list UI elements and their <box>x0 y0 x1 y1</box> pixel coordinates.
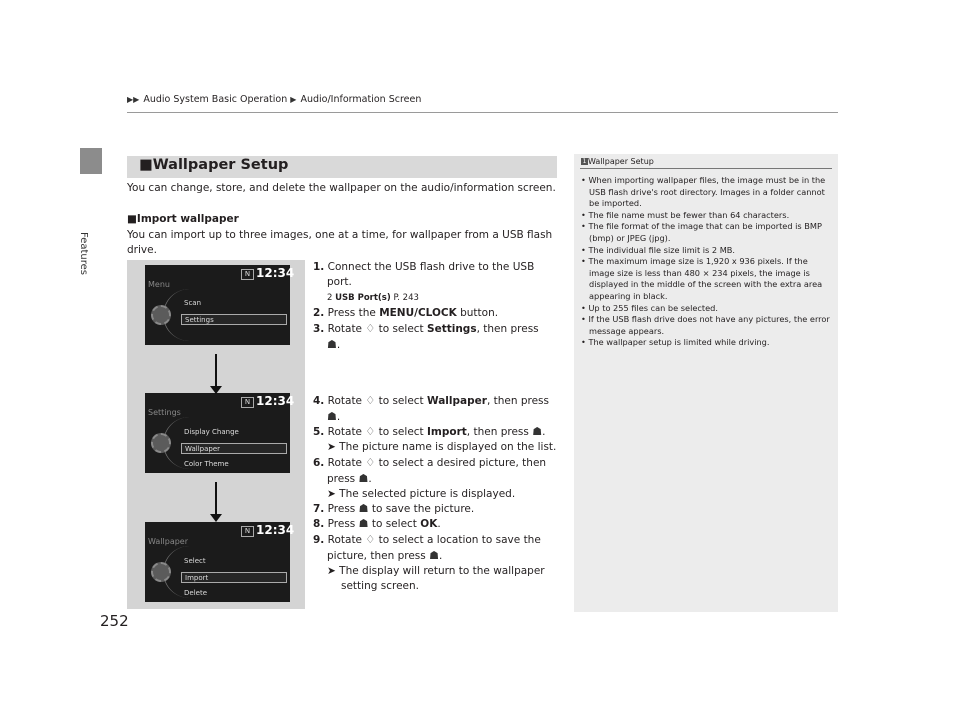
section-title-text: Wallpaper Setup <box>152 157 289 173</box>
dial-icon <box>151 433 171 453</box>
screen-wallpaper <box>145 522 295 602</box>
dial-icon <box>151 562 171 582</box>
step-7: 7. Press ☗ to save the picture. <box>313 502 475 515</box>
selector-knob-press-icon: ☗ <box>358 502 369 515</box>
flow-arrow-line <box>215 482 217 514</box>
subsection-title: ■Import wallpaper <box>127 213 239 225</box>
step-5: 5. Rotate ♢ to select Import, then press ☗. ➤ The picture name is displayed on the list. <box>313 425 557 453</box>
selector-knob-press-icon: ☗ <box>429 549 439 562</box>
step-3: 3. Rotate ♢ to select Settings, then press ☗. <box>313 322 539 351</box>
gear-badge: N <box>241 526 254 537</box>
dial-icon <box>151 305 171 325</box>
screen-header: Menu <box>148 280 170 289</box>
selector-knob-rotate-icon: ♢ <box>365 425 376 438</box>
step-1: 1. Connect the USB flash drive to the USB port. 2 USB Port(s) P. 243 <box>313 261 535 303</box>
down-arrow-icon <box>210 386 222 394</box>
breadcrumb <box>127 94 421 105</box>
step-6: 6. Rotate ♢ to select a desired picture, then press ☗. ➤ The selected picture is displayed. <box>313 456 547 500</box>
clock: 12:34 <box>256 523 295 537</box>
cross-reference[interactable]: 2 USB Port(s) P. 243 <box>327 293 419 303</box>
result-arrow-icon: ➤ <box>327 565 336 577</box>
menu-item[interactable]: Display Change <box>184 428 239 436</box>
breadcrumb-item-2[interactable]: Audio/Information Screen <box>300 94 422 105</box>
note-item: • When importing wallpaper files, the image must be in the USB flash drive's root directory. Images in a folder cannot be imported. <box>581 175 826 209</box>
menu-item-selected[interactable]: Wallpaper <box>181 443 287 454</box>
note-item: • The individual file size limit is 2 MB. <box>581 244 736 255</box>
clock: 12:34 <box>256 266 295 280</box>
section-title: ■Wallpaper Setup <box>139 157 289 173</box>
result-arrow-icon: ➤ <box>327 441 336 453</box>
section-intro: You can change, store, and delete the wallpaper on the audio/information screen. <box>127 182 556 194</box>
step-2: 2. Press the MENU/CLOCK button. <box>313 307 499 319</box>
selector-knob-press-icon: ☗ <box>358 517 369 530</box>
note-icon: 1 <box>582 158 587 165</box>
result-arrow-icon: ➤ <box>327 488 336 500</box>
selector-knob-press-icon: ☗ <box>358 472 369 485</box>
menu-item[interactable]: Select <box>184 557 206 565</box>
note-item: • Up to 255 files can be selected. <box>581 302 718 313</box>
selector-knob-press-icon: ☗ <box>327 410 337 423</box>
note-item: • The wallpaper setup is limited while driving. <box>581 337 770 348</box>
notes-list <box>581 175 833 349</box>
note-item: • The maximum image size is 1,920 x 936 pixels. If the image size is less than 480 × 234 pixels, the image is displayed in the middle of the screen with the extra area appearing in black. <box>581 256 823 301</box>
menu-item[interactable]: Scan <box>184 299 202 307</box>
note-item: • The file format of the image that can be imported is BMP (bmp) or JPEG (jpg). <box>581 221 822 243</box>
subsection-title-text: Import wallpaper <box>136 213 239 225</box>
clock: 12:34 <box>256 394 295 408</box>
screen-settings <box>145 393 295 473</box>
breadcrumb-arrow-icon: ▶ <box>290 95 297 104</box>
selector-knob-rotate-icon: ♢ <box>365 533 376 546</box>
screen-header: Settings <box>148 408 181 417</box>
breadcrumb-arrow-icon: ▶▶ <box>127 95 140 104</box>
gear-badge: N <box>241 269 254 280</box>
down-arrow-icon <box>210 514 222 522</box>
breadcrumb-item-1[interactable]: Audio System Basic Operation <box>143 94 288 105</box>
menu-item[interactable]: Color Theme <box>184 460 229 468</box>
note-item: • If the USB flash drive does not have any pictures, the error message appears. <box>581 314 830 336</box>
reference-icon: 2 <box>327 293 333 303</box>
menu-item-selected[interactable]: Settings <box>181 314 287 325</box>
menu-item-selected[interactable]: Import <box>181 572 287 583</box>
selector-knob-press-icon: ☗ <box>327 338 337 351</box>
notes-divider <box>580 168 832 169</box>
note-item: • The file name must be fewer than 64 characters. <box>581 209 790 220</box>
screen-menu <box>145 265 295 345</box>
selector-knob-rotate-icon: ♢ <box>365 394 376 407</box>
step-8: 8. Press ☗ to select OK. <box>313 517 441 530</box>
page-number: 252 <box>100 612 129 630</box>
step-4: 4. Rotate ♢ to select Wallpaper, then press ☗. <box>313 394 549 423</box>
flow-arrow-line <box>215 354 217 386</box>
notes-title: 1 Wallpaper Setup <box>582 157 654 166</box>
selector-knob-rotate-icon: ♢ <box>365 322 376 335</box>
gear-badge: N <box>241 397 254 408</box>
header-divider <box>127 112 838 113</box>
sidebar-tab-marker <box>80 148 102 174</box>
menu-item[interactable]: Delete <box>184 589 207 597</box>
selector-knob-press-icon: ☗ <box>532 425 543 438</box>
sidebar-label: Features <box>78 232 89 275</box>
screen-header: Wallpaper <box>148 537 189 546</box>
step-9: 9. Rotate ♢ to select a location to save the picture, then press ☗. ➤ The display will return to the wallpaper setting screen. <box>313 533 545 592</box>
selector-knob-rotate-icon: ♢ <box>365 456 376 469</box>
subsection-text: You can import up to three images, one at a time, for wallpaper from a USB flash drive. <box>127 229 553 256</box>
